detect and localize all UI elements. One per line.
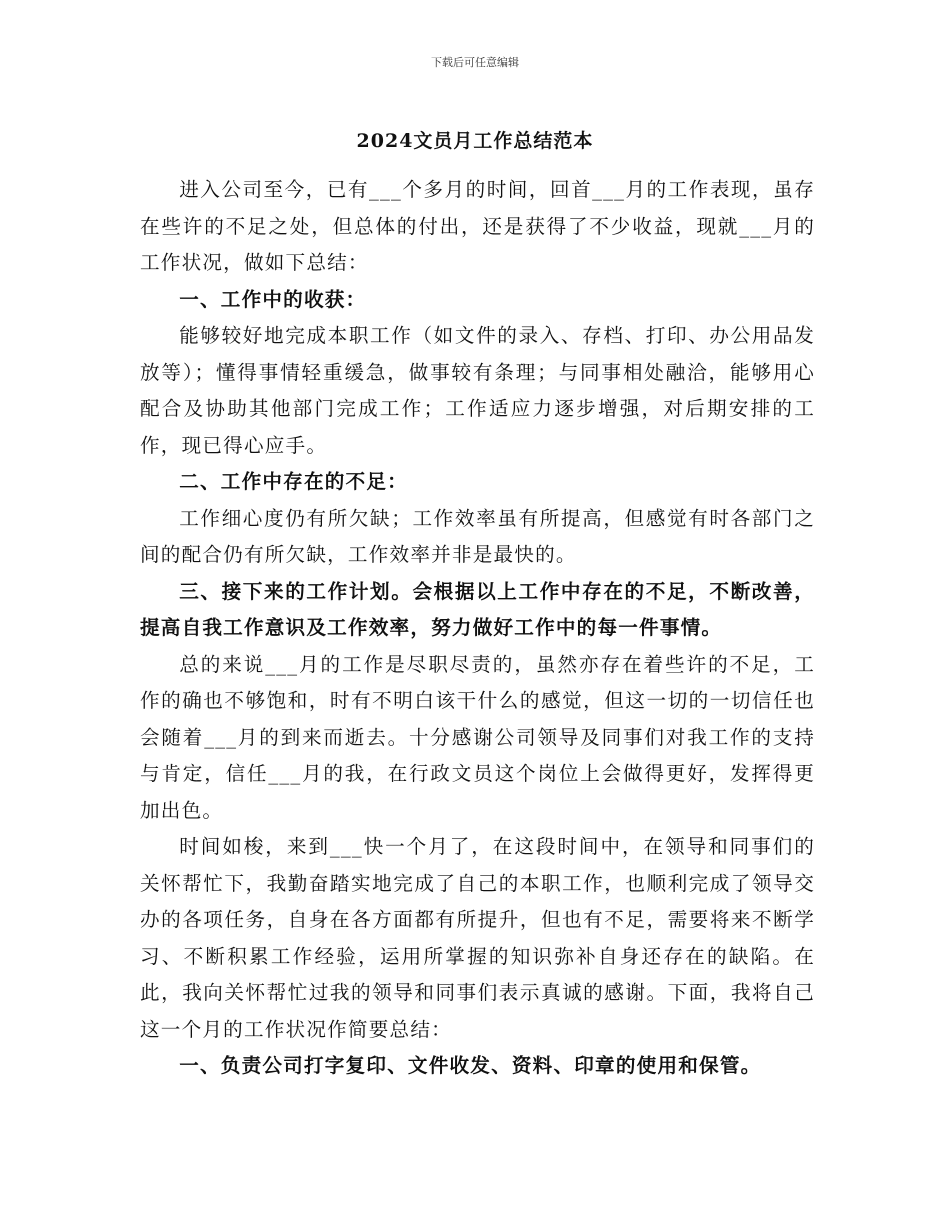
paragraph-gains: 能够较好地完成本职工作（如文件的录入、存档、打印、办公用品发放等）；懂得事情轻重缓急，做事较有条理；与同事相处融洽，能够用心配合及协助其他部门完成工作；工作适应力逐步增强，对后期安排的工作，现已得心应手。 (140, 324, 815, 457)
paragraph-review: 时间如梭，来到___快一个月了，在这段时间中，在领导和同事们的关怀帮忙下，我勤奋踏实地完成了自己的本职工作，也顺利完成了领导交办的各项任务，自身在各方面都有所提升，但也有不足，需要将来不断学习、不断积累工作经验，运用所掌握的知识弥补自身还存在的缺陷。在此，我向关怀帮忙过我的领导和同事们表示真诚的感谢。下面，我将自己这一个月的工作状况作简要总结： (140, 835, 815, 1041)
header-note: 下载后可任意编辑 (431, 56, 519, 69)
document-body (140, 172, 815, 1085)
heading-shortcomings: 二、工作中存在的不足： (179, 470, 408, 493)
document-title: 2024文员月工作总结范本 (356, 130, 594, 152)
paragraph-shortcomings: 工作细心度仍有所欠缺；工作效率虽有所提高，但感觉有时各部门之间的配合仍有所欠缺，工作效率并非是最快的。 (140, 506, 815, 566)
paragraph-summary: 总的来说___月的工作是尽职尽责的，虽然亦存在着些许的不足，工作的确也不够饱和，时有不明白该干什么的感觉，但这一切的一切信任也会随着___月的到来而逝去。十分感谢公司领导及同事们对我工作的支持与肯定，信任___月的我，在行政文员这个岗位上会做得更好，发挥得更加出色。 (140, 652, 815, 822)
paragraph-intro: 进入公司至今，已有___个多月的时间，回首___月的工作表现，虽存在些许的不足之处，但总体的付出，还是获得了不少收益，现就___月的工作状况，做如下总结： (140, 178, 815, 274)
heading-duties: 一、负责公司打字复印、文件收发、资料、印章的使用和保管。 (179, 1054, 762, 1077)
heading-gains: 一、工作中的收获： (179, 287, 367, 311)
heading-plan: 三、接下来的工作计划。会根据以上工作中存在的不足，不断改善，提高自我工作意识及工作效率，努力做好工作中的每一件事情。 (140, 579, 815, 639)
